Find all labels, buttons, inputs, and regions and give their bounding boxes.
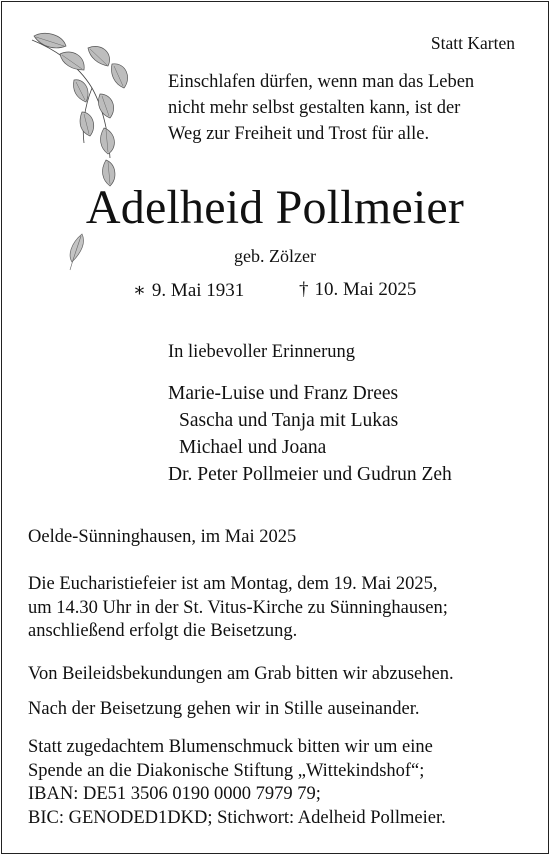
leaf-branch-icon: [22, 28, 142, 198]
motto-line: Einschlafen dürfen, wenn man das Leben: [168, 72, 475, 92]
service-line: Die Eucharistiefeier ist am Montag, dem 19. Mai 2025,: [28, 574, 438, 594]
family-line: Dr. Peter Pollmeier und Gudrun Zeh: [168, 464, 452, 485]
service-line: anschließend erfolgt die Beisetzung.: [28, 621, 298, 641]
birth-line: [133, 279, 244, 302]
death-line: [299, 279, 416, 301]
service-line: um 14.30 Uhr in der St. Vitus-Kirche zu Sünninghausen;: [28, 597, 448, 618]
family-line: Marie-Luise und Franz Drees: [168, 383, 399, 404]
donation-line: Spende an die Diakonische Stiftung „Wittekindshof“;: [28, 760, 425, 781]
service-paragraph: [28, 573, 448, 644]
donation-line: IBAN: DE51 3506 0190 0000 7979 79;: [28, 784, 321, 804]
donation-line: Statt zugedachtem Blumenschmuck bitten wir um eine: [28, 737, 433, 757]
obituary-notice: [1, 1, 549, 854]
remembrance-heading: In liebevoller Erinnerung: [168, 342, 355, 362]
maiden-name: geb. Zölzer: [234, 246, 316, 266]
death-date: 10. Mai 2025: [314, 279, 417, 300]
donation-line: BIC: GENODED1DKD; Stichwort: Adelheid Pollmeier.: [28, 807, 446, 828]
header-statt-karten: Statt Karten: [430, 33, 515, 53]
family-list: [168, 380, 452, 488]
deceased-name: Adelheid Pollmeier: [85, 181, 465, 234]
death-cross-icon: †: [299, 279, 309, 300]
motto-line: Weg zur Freiheit und Trost für alle.: [168, 124, 430, 144]
birth-star-icon: ∗: [133, 280, 146, 301]
motto-verse: [168, 69, 528, 147]
donation-paragraph: [28, 736, 446, 830]
small-leaf-icon: [64, 232, 92, 274]
birth-date: 9. Mai 1931: [151, 280, 245, 301]
motto-line: nicht mehr selbst gestalten kann, ist der: [168, 98, 461, 118]
place-date: Oelde-Sünninghausen, im Mai 2025: [28, 527, 297, 547]
condolences-paragraph: Von Beileidsbekundungen am Grab bitten wir abzusehen.: [28, 664, 454, 684]
silence-paragraph: Nach der Beisetzung gehen wir in Stille auseinander.: [28, 699, 420, 719]
family-line: Michael und Joana: [179, 437, 327, 458]
family-line: Sascha und Tanja mit Lukas: [179, 410, 399, 431]
